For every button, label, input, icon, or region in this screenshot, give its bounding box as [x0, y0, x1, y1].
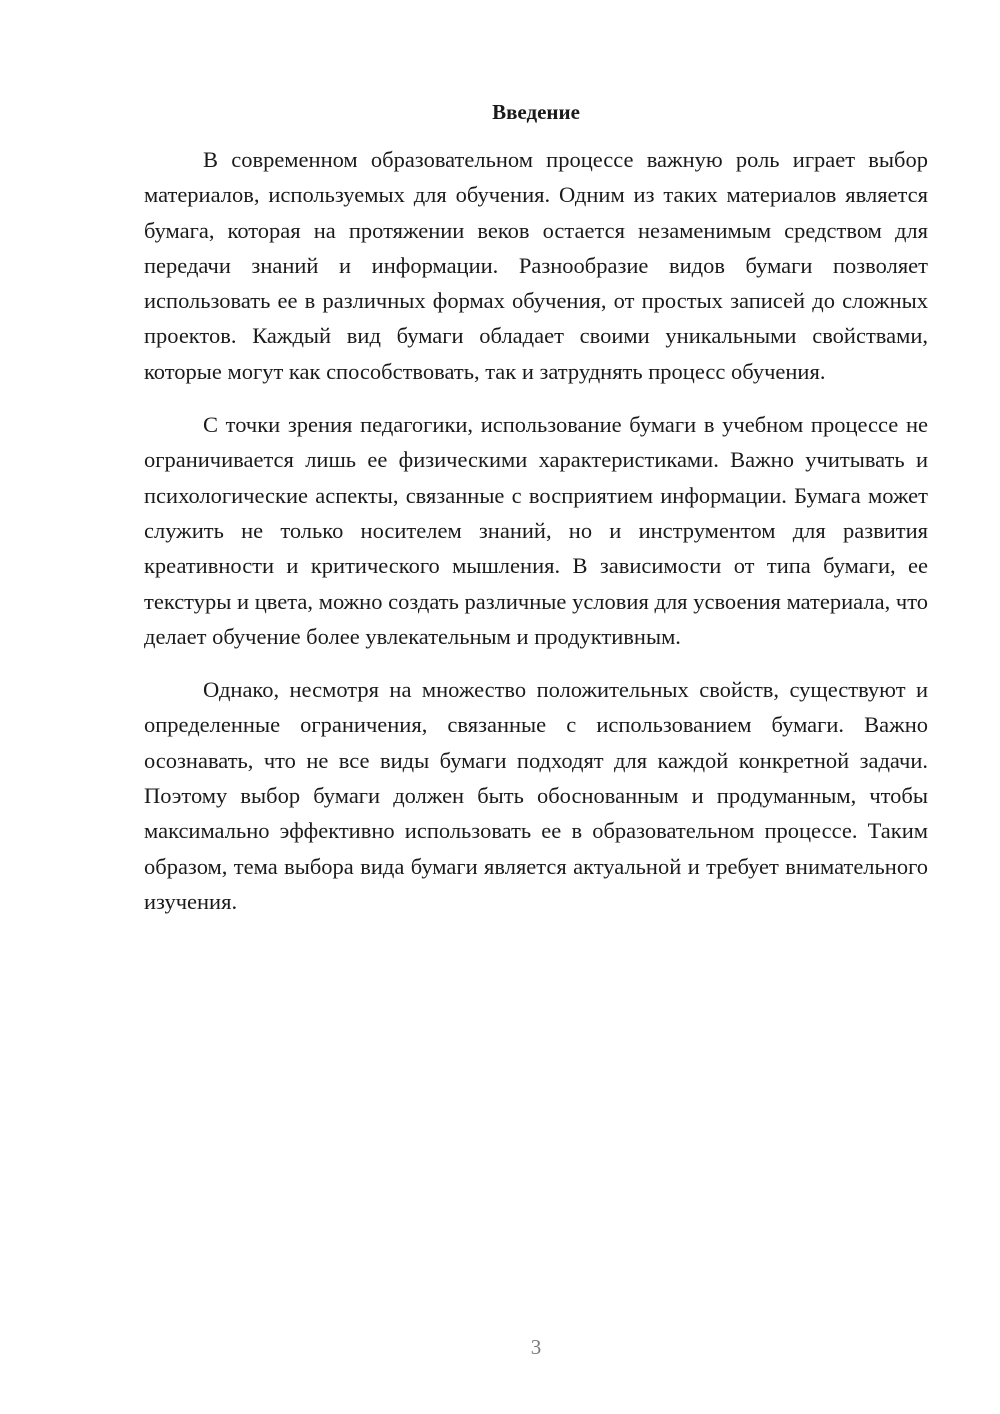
paragraph-2: С точки зрения педагогики, использование бумаги в учебном процессе не ограничивается лишь ее физическими характеристиками. Важно учитывать и психологические аспекты, связанные с восприятием информации. Бумага может служить не только носителем знаний, но и инструментом для развития креативности и критического мышления. В зависимости от типа бумаги, ее текстуры и цвета, можно создать различные условия для усвоения материала, что делает обучение более увлекательным и продуктивным.: [144, 412, 928, 649]
document-body: [144, 142, 928, 937]
page-number: 3: [530, 1335, 542, 1359]
paragraph-3: Однако, несмотря на множество положительных свойств, существуют и определенные ограничения, связанные с использованием бумаги. Важно осознавать, что не все виды бумаги подходят для каждой конкретной задачи. Поэтому выбор бумаги должен быть обоснованным и продуманным, чтобы максимально эффективно использовать ее в образовательном процессе. Таким образом, тема выбора вида бумаги является актуальной и требует внимательного изучения.: [144, 677, 928, 914]
paragraph-1: В современном образовательном процессе важную роль играет выбор материалов, используемых для обучения. Одним из таких материалов является бумага, которая на протяжении веков остается незаменимым средством для передачи знаний и информации. Разнообразие видов бумаги позволяет использовать ее в различных формах обучения, от простых записей до сложных проектов. Каждый вид бумаги обладает своими уникальными свойствами, которые могут как способствовать, так и затруднять процесс обучения.: [144, 147, 928, 384]
page-title: Введение: [492, 100, 580, 124]
